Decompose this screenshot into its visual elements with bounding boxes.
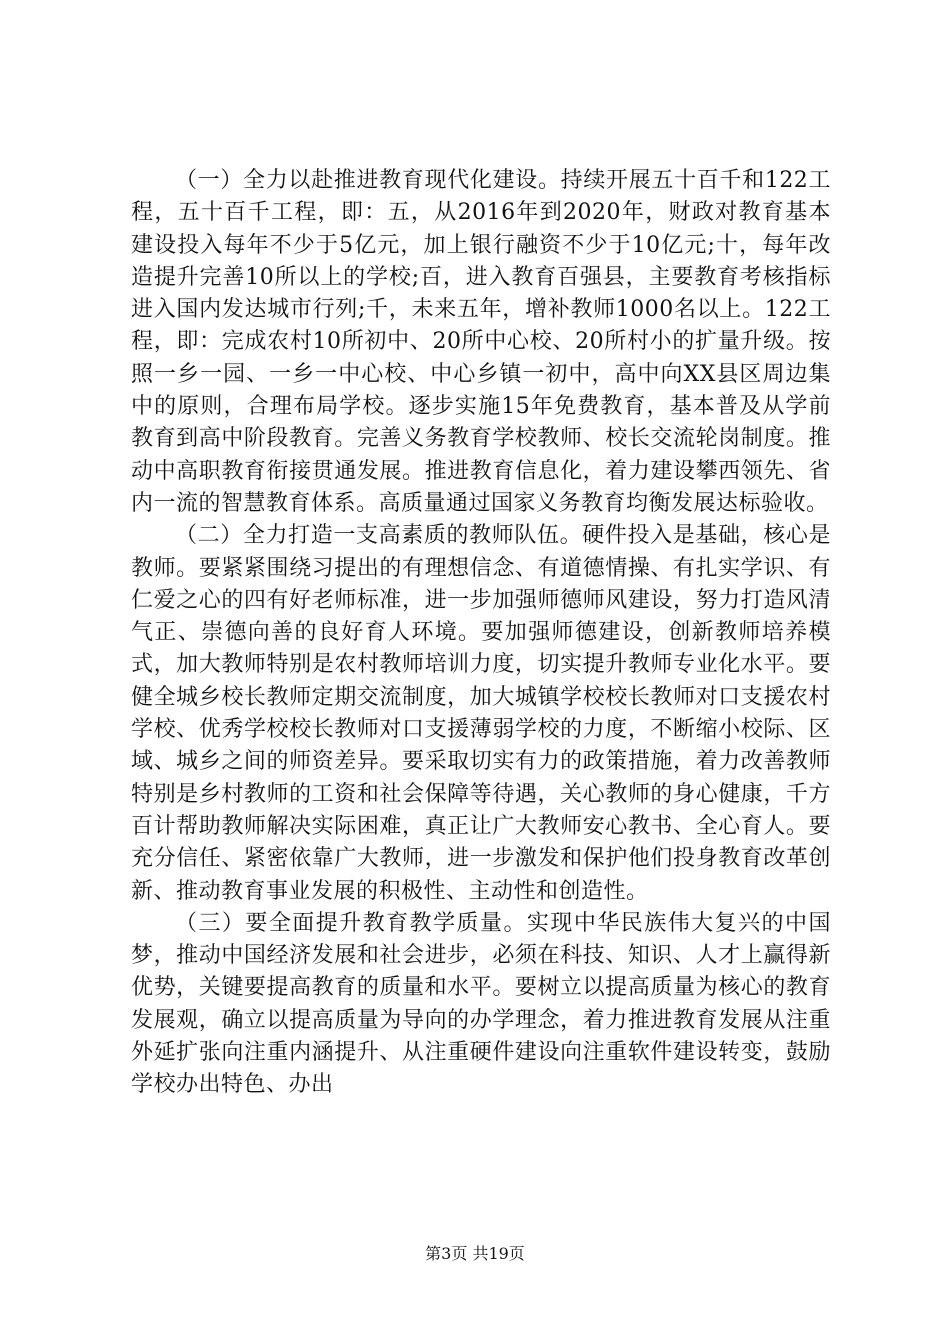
- paragraph-2: （二）全力打造一支高素质的教师队伍。硬件投入是基础，核心是教师。要紧紧围绕习提出的有理想信念、有道德情操、有扎实学识、有仁爱之心的四有好老师标准，进一步加强师德师风建设，努力打造风清气正、崇德向善的良好育人环境。要加强师德建设，创新教师培养模式，加大教师特别是农村教师培训力度，切实提升教师专业化水平。要健全城乡校长教师定期交流制度，加大城镇学校校长教师对口支援农村学校、优秀学校校长教师对口支援薄弱学校的力度，不断缩小校际、区域、城乡之间的师资差异。要采取切实有力的政策措施，着力改善教师特别是乡村教师的工资和社会保障等待遇，关心教师的身心健康，千方百计帮助教师解决实际困难，真正让广大教师安心教书、全心育人。要充分信任、紧密依靠广大教师，进一步激发和保护他们投身教育改革创新、推动教育事业发展的积极性、主动性和创造性。: [131, 523, 831, 904]
- document-body: [131, 165, 831, 1102]
- page-footer: 第3页 共19页: [425, 1244, 525, 1263]
- paragraph-1: （一）全力以赴推进教育现代化建设。持续开展五十百千和122工程，五十百千工程，即：五，从2016年到2020年，财政对教育基本建设投入每年不少于5亿元，加上银行融资不少于10亿元;十，每年改造提升完善10所以上的学校;百，进入教育百强县，主要教育考核指标进入国内发达城市行列;千，未来五年，增补教师1000名以上。122工程，即：完成农村10所初中、20所中心校、20所村小的扩量升级。按照一乡一园、一乡一中心校、中心乡镇一初中，高中向XX县区周边集中的原则，合理布局学校。逐步实施15年免费教育，基本普及从学前教育到高中阶段教育。完善义务教育学校教师、校长交流轮岗制度。推动中高职教育衔接贯通发展。推进教育信息化，着力建设攀西领先、省内一流的智慧教育体系。高质量通过国家义务教育均衡发展达标验收。: [131, 168, 831, 516]
- paragraph-3: （三）要全面提升教育教学质量。实现中华民族伟大复兴的中国梦，推动中国经济发展和社会进步，必须在科技、知识、人才上赢得新优势，关键要提高教育的质量和水平。要树立以提高质量为核心的教育发展观，确立以提高质量为导向的办学理念，着力推进教育发展从注重外延扩张向注重内涵提升、从注重硬件建设向注重软件建设转变，鼓励学校办出特色、办出: [131, 910, 831, 1098]
